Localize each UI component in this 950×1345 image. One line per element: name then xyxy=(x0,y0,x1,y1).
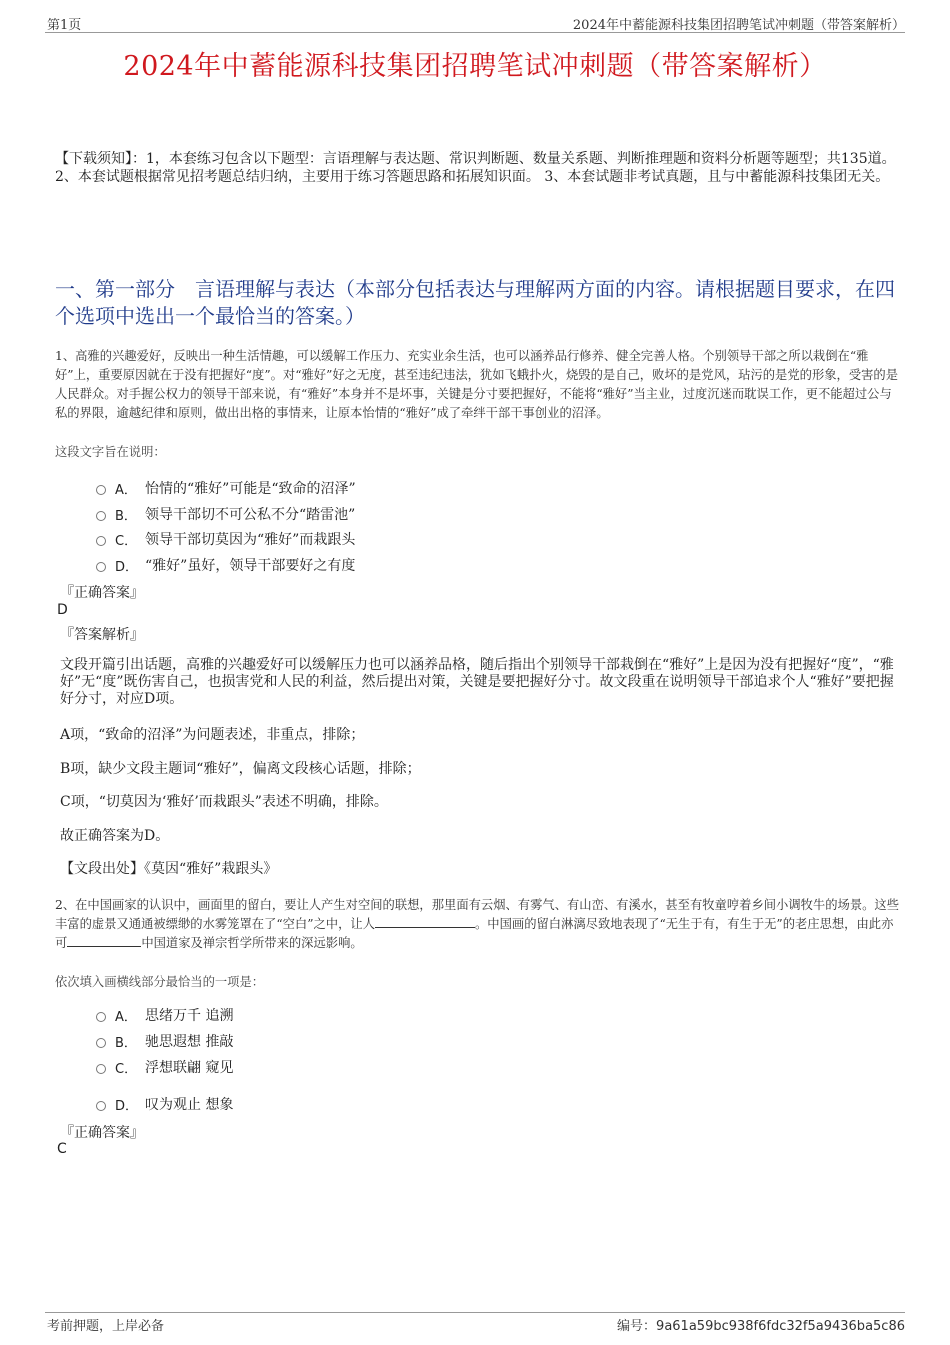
q1-analysis-a: A项，“致命的沼泽”为问题表述，非重点，排除； xyxy=(60,727,365,743)
radio-icon[interactable] xyxy=(96,1064,106,1074)
radio-icon[interactable] xyxy=(96,1101,106,1111)
radio-icon[interactable] xyxy=(96,511,106,521)
fill-blank-2[interactable] xyxy=(67,934,141,947)
header-doc-title: 2024年中蓄能源科技集团招聘笔试冲刺题（带答案解析） xyxy=(572,18,905,33)
download-notice: 【下载须知】：1，本套练习包含以下题型：言语理解与表达题、常识判断题、数量关系题、判断推理题和资料分析题等题型；共135道。 2、本套试题根据常见招考题总结归纳，主要用于练习答题思路和拓展知识面。 3、本套试题非考试真题，且与中蓄能源科技集团无关。 xyxy=(55,151,896,185)
q2-answer-label: 『正确答案』 xyxy=(60,1125,144,1141)
footer-slogan: 考前押题，上岸必备 xyxy=(47,1319,165,1334)
q1-source: 【文段出处】《莫因“雅好”栽跟头》 xyxy=(60,861,278,877)
question-2-text: 2、在中国画家的认识中，画面里的留白，要让人产生对空间的联想，那里面有云烟、有雾气、有山峦、有溪水，甚至有牧童哼着乡间小调牧牛的场景。这些丰富的虚景又通通被缥缈的水雾笼罩在了“空白”之中，让人 。中国画的留白淋漓尽致地表现了“无生于有，有生于无”的老庄思想，由此亦可 中国道家及禅宗哲学所带来的深远影响。 xyxy=(55,898,900,950)
question-1-text: 1、高雅的兴趣爱好，反映出一种生活情趣，可以缓解工作压力、充实业余生活，也可以涵养品行修养、健全完善人格。个别领导干部之所以栽倒在“雅好”上，重要原因就在于没有把握好“度”。对“雅好”好之无度，甚至违纪违法，犹如飞蛾扑火，烧毁的是自己，败坏的是党风，玷污的是党的形象，受害的是人民群众。对手握公权力的领导干部来说，有“雅好”本身并不是坏事，关键是分寸要把握好，不能将“雅好”当主业，过度沉迷而耽误工作，更不能超过公与私的界限，逾越纪律和原则，做出出格的事情来，让原本怡情的“雅好”成了牵绊干部干事创业的沼泽。 xyxy=(55,349,899,420)
section-title: 一、第一部分 言语理解与表达（本部分包括表达与理解两方面的内容。请根据题目要求，在四个选项中选出一个最恰当的答案。） xyxy=(55,277,895,328)
footer-divider xyxy=(45,1312,905,1313)
footer-code: 编号：9a61a59bc938f6fdc32f5a9436ba5c86 xyxy=(617,1319,905,1334)
q2-option-d[interactable]: D． 叹为观止 想象 xyxy=(96,1094,233,1114)
q1-analysis-b: B项，缺少文段主题词“雅好”，偏离文段核心话题，排除； xyxy=(60,761,421,777)
question-2-prompt: 依次填入画横线部分最恰当的一项是： xyxy=(55,975,265,989)
radio-icon[interactable] xyxy=(96,562,106,572)
q1-option-b[interactable]: B． 领导干部切不可公私不分“踏雷池” xyxy=(96,504,355,524)
q1-option-d[interactable]: D． “雅好”虽好，领导干部要好之有度 xyxy=(96,555,355,575)
q1-analysis-conclusion: 故正确答案为D。 xyxy=(60,828,170,844)
header-divider xyxy=(45,32,905,33)
q1-analysis-label: 『答案解析』 xyxy=(60,627,144,643)
q1-analysis-paragraph: 文段开篇引出话题，高雅的兴趣爱好可以缓解压力也可以涵养品格，随后指出个别领导干部栽倒在“雅好”上是因为没有把握好“度”，“雅好”无“度”既伤害自己，也损害党和人民的利益，然后提出对策，关键是要把握好分寸。故文段重在说明领导干部追求个人“雅好”要把握好分寸，对应D项。 xyxy=(60,657,894,707)
radio-icon[interactable] xyxy=(96,485,106,495)
page-title: 2024年中蓄能源科技集团招聘笔试冲刺题（带答案解析） xyxy=(123,51,827,82)
q1-option-a[interactable]: A． 怡情的“雅好”可能是“致命的沼泽” xyxy=(96,478,356,498)
q2-answer: C xyxy=(57,1141,67,1157)
radio-icon[interactable] xyxy=(96,536,106,546)
q1-answer: D xyxy=(57,602,68,618)
q1-answer-label: 『正确答案』 xyxy=(60,585,144,601)
radio-icon[interactable] xyxy=(96,1038,106,1048)
question-1-prompt: 这段文字旨在说明： xyxy=(55,445,166,459)
q2-option-a[interactable]: A． 思绪万千 追溯 xyxy=(96,1005,233,1025)
q2-option-b[interactable]: B． 驰思遐想 推敲 xyxy=(96,1031,233,1051)
q2-option-c[interactable]: C． 浮想联翩 窥见 xyxy=(96,1057,233,1077)
q1-option-c[interactable]: C． 领导干部切莫因为“雅好”而栽跟头 xyxy=(96,529,355,549)
radio-icon[interactable] xyxy=(96,1012,106,1022)
q1-analysis-c: C项，“切莫因为‘雅好’而栽跟头”表述不明确，排除。 xyxy=(60,794,388,810)
page-number: 第1页 xyxy=(47,18,82,33)
fill-blank-1[interactable] xyxy=(375,915,475,928)
